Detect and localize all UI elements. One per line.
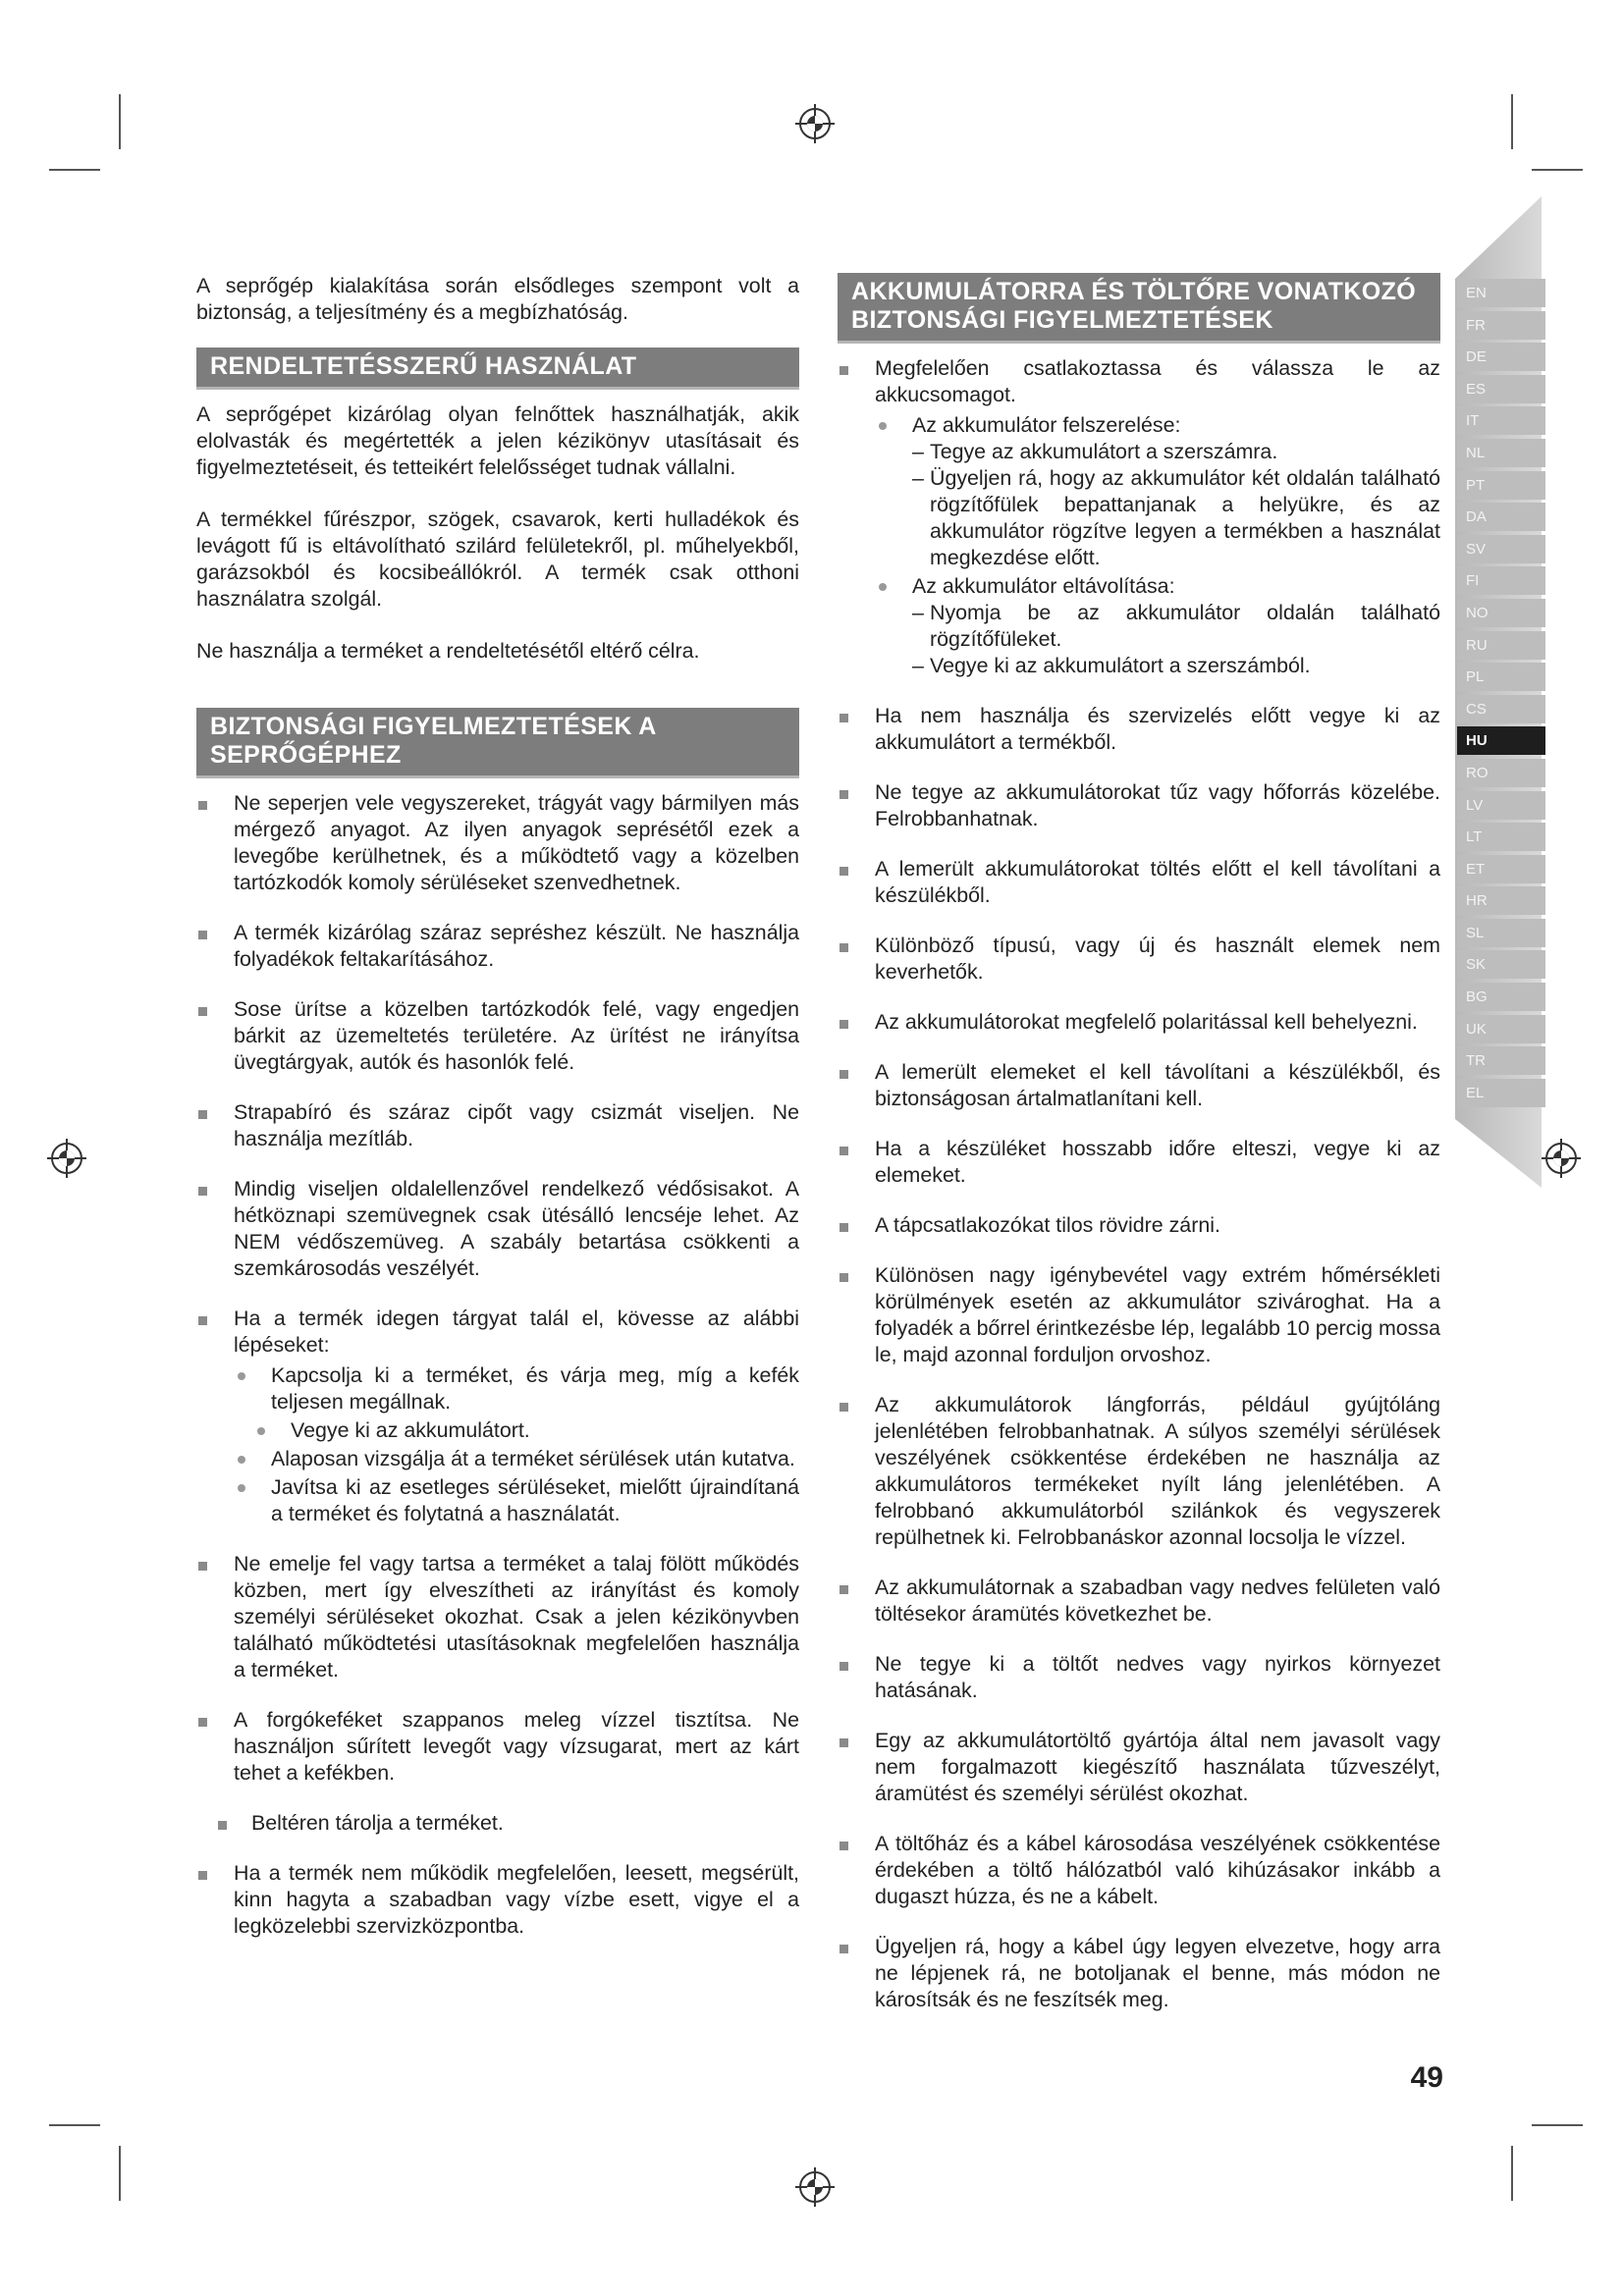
- list-item: Strapabíró és száraz cipőt vagy csizmát viseljen. Ne használja mezítláb.: [196, 1099, 799, 1152]
- square-bullet-icon: [198, 1007, 207, 1016]
- list-item: Mindig viseljen oldalellenzővel rendelkező védősisakot. A hétköznapi szemüvegnek csak ütésálló lencséje lehet. Az NEM védőszemüveg. A szabály betartása csökkenti a szemkárosodás veszélyét.: [196, 1176, 799, 1282]
- language-list: [1457, 279, 1545, 1110]
- crop-mark: [1532, 169, 1583, 171]
- sub-list-item: Kapcsolja ki a terméket, és várja meg, míg a kefék teljesen megállnak.: [234, 1362, 799, 1415]
- square-bullet-icon: [198, 1187, 207, 1196]
- language-tab-nl: NL: [1457, 439, 1545, 467]
- dash-item: – Tegye az akkumulátort a szerszámra.: [912, 440, 1278, 463]
- safety-list: [196, 790, 799, 1940]
- registration-mark-icon: [793, 2165, 837, 2209]
- language-tab-lv: LV: [1457, 791, 1545, 820]
- list-item: Ha a termék idegen tárgyat talál el, kövesse az alábbi lépéseket: Kapcsolja ki a terméket, és várja meg, míg a kefék teljesen megállnak. Vegye ki az akkumulátort. Alaposan vizsgálja át a terméket sérülések után kutatva. Javítsa ki az esetleges sérüléseket, mielőtt újraindítaná a terméket és folytatná a használatát.: [196, 1306, 799, 1527]
- square-bullet-icon: [839, 790, 848, 799]
- square-bullet-icon: [839, 867, 848, 876]
- crop-mark: [49, 169, 100, 171]
- list-item: Ne tegye az akkumulátorokat tűz vagy hőforrás közelébe. Felrobbanhatnak.: [838, 779, 1440, 832]
- language-tab-pt: PT: [1457, 471, 1545, 500]
- list-item: Ha a készüléket hosszabb időre elteszi, vegye ki az elemeket.: [838, 1136, 1440, 1189]
- language-tab-en: EN: [1457, 279, 1545, 307]
- list-item: A forgókeféket szappanos meleg vízzel tisztítsa. Ne használjon sűrített levegőt vagy vízsugarat, mert az kárt tehet a kefékben.: [196, 1707, 799, 1787]
- list-item: A töltőház és a kábel károsodása veszélyének csökkentése érdekében a töltő hálózatból való kihúzásakor inkább a dugaszt húzza, és ne a kábelt.: [838, 1831, 1440, 1910]
- square-bullet-icon: [839, 1223, 848, 1232]
- list-item: Egy az akkumulátortöltő gyártója által nem javasolt vagy nem forgalmazott kiegészítő használata tűzveszélyt, áramütést és személyi sérülést okozhat.: [838, 1728, 1440, 1807]
- square-bullet-icon: [839, 1147, 848, 1155]
- crop-mark: [1511, 94, 1513, 149]
- section-heading-battery-charger-safety: AKKUMULÁTORRA ÉS TÖLTŐRE VONATKOZÓ BIZTONSÁGI FIGYELMEZTETÉSEK: [838, 273, 1440, 344]
- dot-bullet-icon: [238, 1456, 245, 1464]
- crop-mark: [119, 94, 121, 149]
- crop-mark: [1532, 2124, 1583, 2126]
- language-tab-sv: SV: [1457, 535, 1545, 563]
- square-bullet-icon: [198, 1871, 207, 1880]
- language-tab-de: DE: [1457, 343, 1545, 371]
- list-item: Ne emelje fel vagy tartsa a terméket a talaj fölött működés közben, mert így elveszítheti az irányítást és komoly személyi sérüléseket okozhat. Csak a jelen kézikönyvben található működtetési utasításoknak megfelelően használja a terméket.: [196, 1551, 799, 1683]
- list-item: Az akkumulátorok lángforrás, például gyújtóláng jelenlétében felrobbanhatnak. A súlyos személyi sérülések veszélyének csökkentése érdekében ne használja az akkumulátoros termékeket nyílt láng jelenlétében. A felrobbanó akkumulátorból szilánkok és vegyszerek repülhetnek ki. Felrobbanáskor azonnal locsolja le vízzel.: [838, 1392, 1440, 1551]
- sub-list-item: Az akkumulátor eltávolítása: – Nyomja be az akkumulátor oldalán található rögzítőfüleket. – Vegye ki az akkumulátort a szerszámból.: [875, 573, 1440, 679]
- dot-bullet-icon: [238, 1372, 245, 1380]
- dot-bullet-icon: [257, 1427, 265, 1435]
- list-item: A termék kizárólag száraz sepréshez készült. Ne használja folyadékok feltakarításához.: [196, 920, 799, 973]
- section-heading-intended-use: RENDELTETÉSSZERŰ HASZNÁLAT: [196, 347, 799, 390]
- language-tab-no: NO: [1457, 599, 1545, 627]
- language-tab-el: EL: [1457, 1079, 1545, 1107]
- language-tab-it: IT: [1457, 406, 1545, 435]
- sub-list-item: Alaposan vizsgálja át a terméket sérülések után kutatva.: [234, 1446, 799, 1472]
- crop-mark: [119, 2146, 121, 2201]
- dash-list: [912, 439, 1440, 571]
- dot-bullet-icon: [238, 1484, 245, 1492]
- list-item: A lemerült elemeket el kell távolítani a készülékből, és biztonságosan ártalmatlanítani kell.: [838, 1059, 1440, 1112]
- dot-bullet-icon: [879, 583, 887, 591]
- square-bullet-icon: [839, 1403, 848, 1412]
- language-tab-ru: RU: [1457, 631, 1545, 660]
- square-bullet-icon: [839, 1585, 848, 1594]
- registration-mark-icon: [793, 102, 837, 145]
- square-bullet-icon: [839, 1273, 848, 1282]
- crop-mark: [1511, 2146, 1513, 2201]
- dash-item: – Nyomja be az akkumulátor oldalán található rögzítőfüleket.: [912, 601, 1440, 651]
- right-column: [838, 273, 1440, 2037]
- language-tab-fr: FR: [1457, 311, 1545, 340]
- list-item: Megfelelően csatlakoztassa és válassza le az akkucsomagot. Az akkumulátor felszerelése: – Tegye az akkumulátort a szerszámra. – Ügyeljen rá, hogy az akkumulátor két oldalán található rögzítőfülek bepattanjanak a helyükre, és az akkumulátor rögzítve legyen a termékben a használat megkezdése előtt. Az akkumulátor eltávolítása: – Nyomja be az akkumulátor oldalán található rögzítőfüleket. – Vegye ki az akkumulátort a szerszámból.: [838, 355, 1440, 679]
- list-item: Ne seperjen vele vegyszereket, trágyát vagy bármilyen más mérgező anyagot. Az ilyen anyagok seprésétől ezek a levegőbe kerülhetnek, és a működtető vagy a közelben tartózkodók komoly sérüléseket szenvedhetnek.: [196, 790, 799, 896]
- list-item: Ha nem használja és szervizelés előtt vegye ki az akkumulátort a termékből.: [838, 703, 1440, 756]
- language-tab-hu: HU: [1457, 726, 1545, 755]
- list-item: Különböző típusú, vagy új és használt elemek nem keverhetők.: [838, 933, 1440, 986]
- battery-safety-list: [838, 355, 1440, 2013]
- square-bullet-icon: [839, 1842, 848, 1850]
- section-heading-safety-warnings: BIZTONSÁGI FIGYELMEZTETÉSEK A SEPRŐGÉPHEZ: [196, 708, 799, 778]
- paragraph: A seprőgépet kizárólag olyan felnőttek használhatják, akik elolvasták és megértették a jelen kézikönyv utasításait és figyelmeztetéseit, és tetteikért felelősséget tudnak vállalni.: [196, 402, 799, 479]
- square-bullet-icon: [839, 1945, 848, 1953]
- language-tab-cs: CS: [1457, 695, 1545, 723]
- dash-list: [912, 600, 1440, 679]
- language-tab-pl: PL: [1457, 663, 1545, 691]
- square-bullet-icon: [198, 801, 207, 810]
- square-bullet-icon: [198, 1562, 207, 1571]
- list-item: Ne tegye ki a töltőt nedves vagy nyirkos környezet hatásának.: [838, 1651, 1440, 1704]
- sub-list-item: Az akkumulátor felszerelése: – Tegye az akkumulátort a szerszámra. – Ügyeljen rá, hogy az akkumulátor két oldalán található rögzítőfülek bepattanjanak a helyükre, és az akkumulátor rögzítve legyen a termékben a használat megkezdése előtt.: [875, 412, 1440, 571]
- page-number: 49: [1410, 2061, 1443, 2094]
- language-tab-fi: FI: [1457, 566, 1545, 595]
- sub-list-item: Javítsa ki az esetleges sérüléseket, mielőtt újraindítaná a terméket és folytatná a használatát.: [234, 1474, 799, 1527]
- square-bullet-icon: [198, 1316, 207, 1325]
- list-item: Az akkumulátornak a szabadban vagy nedves felületen való töltésekor áramütés következhet be.: [838, 1575, 1440, 1628]
- language-tab-da: DA: [1457, 503, 1545, 531]
- square-bullet-icon: [839, 1738, 848, 1747]
- list-item: Ügyeljen rá, hogy a kábel úgy legyen elvezetve, hogy arra ne lépjenek rá, ne botoljanak el benne, más módon ne károsítsák és ne feszítsék meg.: [838, 1934, 1440, 2013]
- paragraph: Ne használja a terméket a rendeltetésétől eltérő célra.: [196, 639, 700, 663]
- list-item: Különösen nagy igénybevétel vagy extrém hőmérsékleti körülmények esetén az akkumulátor szivároghat. Ha a folyadék a bőrrel érintkezésbe lép, legalább 10 percig mossa le, majd azonnal forduljon orvoshoz.: [838, 1262, 1440, 1368]
- square-bullet-icon: [198, 931, 207, 939]
- list-item: Az akkumulátorokat megfelelő polaritással kell behelyezni.: [838, 1009, 1440, 1036]
- left-column: [196, 273, 799, 1963]
- language-tab-hr: HR: [1457, 886, 1545, 915]
- language-tab-bg: BG: [1457, 983, 1545, 1011]
- dash-item: – Vegye ki az akkumulátort a szerszámból.: [912, 654, 1311, 677]
- square-bullet-icon: [839, 714, 848, 722]
- square-bullet-icon: [198, 1110, 207, 1119]
- language-tab-lt: LT: [1457, 823, 1545, 851]
- square-bullet-icon: [218, 1821, 227, 1830]
- list-item: A lemerült akkumulátorokat töltés előtt el kell távolítani a készülékből.: [838, 856, 1440, 909]
- language-tab-tr: TR: [1457, 1046, 1545, 1075]
- intro-paragraph: A seprőgép kialakítása során elsődleges szempont volt a biztonság, a teljesítmény és a megbízhatóság.: [196, 274, 799, 324]
- list-item: Beltéren tárolja a terméket.: [196, 1810, 799, 1837]
- square-bullet-icon: [839, 943, 848, 952]
- square-bullet-icon: [198, 1718, 207, 1727]
- list-item: A tápcsatlakozókat tilos rövidre zárni.: [838, 1212, 1440, 1239]
- list-item: Sose ürítse a közelben tartózkodók felé, vagy engedjen bárkit az üzemeltetés területére. Az ürítést ne irányítsa üvegtárgyak, autók és hasonlók felé.: [196, 996, 799, 1076]
- square-bullet-icon: [839, 1070, 848, 1079]
- list-item: Ha a termék nem működik megfelelően, leesett, megsérült, kinn hagyta a szabadban vagy vízbe esett, vigye el a legközelebbi szervizközpontba.: [196, 1860, 799, 1940]
- square-bullet-icon: [839, 366, 848, 375]
- sub-list-item: Vegye ki az akkumulátort.: [234, 1417, 799, 1444]
- paragraph: A termékkel fűrészpor, szögek, csavarok, kerti hulladékok és levágott fű is eltávolítható szilárd felületekről, pl. műhelyekből, garázsokból és kocsibeállókról. A termék csak otthoni használatra szolgál.: [196, 507, 799, 611]
- crop-mark: [49, 2124, 100, 2126]
- square-bullet-icon: [839, 1020, 848, 1029]
- sub-list: [875, 412, 1440, 679]
- square-bullet-icon: [839, 1662, 848, 1671]
- dot-bullet-icon: [879, 422, 887, 430]
- sub-list: [234, 1362, 799, 1527]
- registration-mark-icon: [45, 1137, 88, 1180]
- language-tab-es: ES: [1457, 375, 1545, 403]
- language-tab-sk: SK: [1457, 950, 1545, 979]
- language-tab-uk: UK: [1457, 1015, 1545, 1043]
- language-tab-sl: SL: [1457, 919, 1545, 947]
- dash-item: – Ügyeljen rá, hogy az akkumulátor két oldalán található rögzítőfülek bepattanjanak a helyükre, és az akkumulátor rögzítve legyen a termékben a használat megkezdése előtt.: [912, 466, 1440, 569]
- language-tab-et: ET: [1457, 855, 1545, 883]
- language-tab-ro: RO: [1457, 759, 1545, 787]
